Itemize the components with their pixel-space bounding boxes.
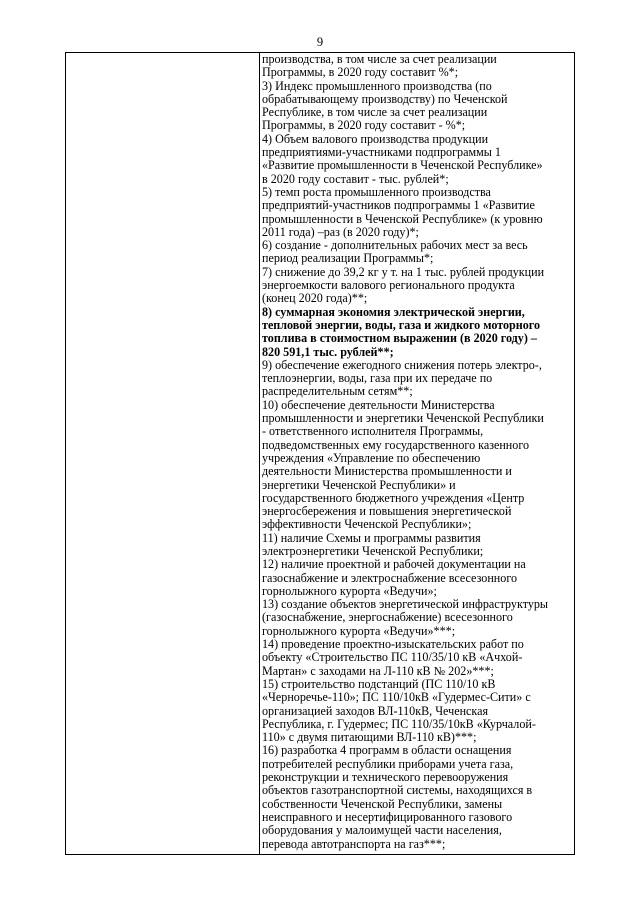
indicator-line: 3) Индекс промышленного производства (по: [262, 78, 492, 93]
indicator-line: - ответственного исполнителя Программы,: [262, 424, 484, 439]
indicator-line: деятельности Министерства промышленности и: [262, 464, 512, 479]
indicator-line: собственности Чеченской Республики, замены: [262, 796, 503, 811]
indicator-line: 13) создание объектов энергетической инфраструктуры: [262, 597, 549, 612]
indicator-line: 2011 года) –раз (в 2020 году)*;: [262, 224, 419, 239]
indicator-line: топлива в стоимостном выражении (в 2020 году) –: [262, 331, 537, 346]
indicator-line: обрабатывающему производству) по Чеченской: [262, 91, 508, 106]
indicator-line: оборудования у малоимущей части населения,: [262, 823, 502, 838]
indicator-item: [262, 133, 572, 186]
indicator-item: [262, 399, 572, 532]
indicator-line: энергетики Чеченской Республики» и: [262, 477, 456, 492]
indicator-item: [262, 598, 572, 638]
indicator-line: потребителей республики приборами учета газа,: [262, 756, 514, 771]
indicator-line: энергосбережения и повышения энергетической: [262, 504, 512, 519]
indicator-line: 14) проведение проектно-изыскательских работ по: [262, 637, 524, 652]
indicator-item: [262, 53, 572, 80]
indicator-line: Программы, в 2020 году составит - %*;: [262, 118, 466, 133]
indicator-line: промышленности в Чеченской Республике» (к уровню: [262, 211, 543, 226]
indicator-line: учреждения «Управление по обеспечению: [262, 450, 481, 465]
indicator-line: предприятий-участников подпрограммы 1 «Развитие: [262, 198, 535, 213]
indicator-line: распределительным сетям**;: [262, 384, 413, 399]
indicator-item: [262, 558, 572, 598]
table-right-cell: [262, 53, 572, 854]
indicator-item: [262, 266, 572, 306]
indicator-line: подведомственных ему государственного казенного: [262, 437, 530, 452]
indicator-line: Мартан» с заходами на Л-110 кВ № 202»***;: [262, 663, 494, 678]
indicator-line: 8) суммарная экономия электрической энергии,: [262, 304, 525, 319]
indicator-line: Республика, г. Гудермес; ПС 110/35/10кВ «Курчалой-: [262, 716, 536, 731]
indicator-line: в 2020 году составит - тыс. рублей*;: [262, 171, 449, 186]
indicator-line: 11) наличие Схемы и программы развития: [262, 530, 481, 545]
indicator-line: «Развитие промышленности в Чеченской Республике»: [262, 158, 543, 173]
indicator-line: 5) темп роста промышленного производства: [262, 184, 491, 199]
indicator-item: [262, 532, 572, 559]
indicator-line: производства, в том числе за счет реализации: [262, 53, 497, 66]
indicator-item: [262, 359, 572, 399]
indicator-line: 6) создание - дополнительных рабочих мест за весь: [262, 238, 528, 253]
indicator-line: объекту «Строительство ПС 110/35/10 кВ «Ачхой-: [262, 650, 523, 665]
indicator-line: электроэнергетики Чеченской Республики;: [262, 543, 484, 558]
indicator-line: (газоснабжение, энергоснабжение) всесезонного: [262, 610, 513, 625]
indicator-line: 12) наличие проектной и рабочей документации на: [262, 557, 526, 572]
indicator-line: 9) обеспечение ежегодного снижения потерь электро-,: [262, 357, 542, 372]
indicator-line: государственного бюджетного учреждения «Центр: [262, 490, 525, 505]
indicator-line: 7) снижение до 39,2 кг у т. на 1 тыс. рублей продукции: [262, 264, 545, 279]
indicator-line: 4) Объем валового производства продукции: [262, 131, 489, 146]
indicator-item: [262, 638, 572, 678]
indicator-line: реконструкции и технического перевооружения: [262, 770, 509, 785]
passport-table: [65, 52, 575, 855]
indicator-line: 10) обеспечение деятельности Министерства: [262, 397, 495, 412]
indicator-line: 15) строительство подстанций (ПС 110/10 кВ: [262, 676, 496, 691]
indicator-line: период реализации Программы*;: [262, 251, 434, 266]
indicator-line: организацией заходов ВЛ-110кВ, Чеченская: [262, 703, 489, 718]
indicator-line: горнолыжного курорта «Ведучи»;: [262, 583, 437, 598]
indicator-line: неисправного и несертифицированного газового: [262, 809, 513, 824]
indicator-item: [262, 80, 572, 133]
indicator-line: 820 591,1 тыс. рублей**;: [262, 344, 394, 359]
indicator-item: [262, 678, 572, 744]
indicator-line: 110» с двумя питающими ВЛ-110 кВ)***;: [262, 730, 477, 745]
indicator-line: 16) разработка 4 программ в области оснащения: [262, 743, 512, 758]
indicator-line: горнолыжного курорта «Ведучи»***;: [262, 623, 456, 638]
table-left-cell: [66, 53, 259, 854]
indicator-item: [262, 306, 572, 359]
indicator-line: теплоэнергии, воды, газа при их передаче по: [262, 371, 493, 386]
indicator-line: Программы, в 2020 году составит %*;: [262, 65, 459, 80]
indicator-line: (конец 2020 года)**;: [262, 291, 368, 306]
indicator-line: эффективности Чеченской Республики»;: [262, 517, 472, 532]
indicator-item: [262, 744, 572, 850]
indicator-line: перевода автотранспорта на газ***;: [262, 836, 446, 851]
indicator-line: тепловой энергии, воды, газа и жидкого моторного: [262, 317, 541, 332]
indicator-line: промышленности и энергетики Чеченской Республики: [262, 411, 544, 426]
column-divider: [259, 53, 260, 854]
indicator-item: [262, 239, 572, 266]
indicator-line: предприятиями-участниками подпрограммы 1: [262, 145, 501, 160]
indicator-line: «Черноречье-110»; ПС 110/10кВ «Гудермес-Сити» с: [262, 690, 531, 705]
indicator-line: объектов газотранспортной системы, находящихся в: [262, 783, 533, 798]
indicator-line: энергоемкости валового регионального продукта: [262, 278, 515, 293]
indicator-line: Республике, в том числе за счет реализации: [262, 105, 488, 120]
page-number: 9: [316, 35, 324, 49]
indicator-item: [262, 186, 572, 239]
indicator-line: газоснабжение и электроснабжение всесезонного: [262, 570, 518, 585]
